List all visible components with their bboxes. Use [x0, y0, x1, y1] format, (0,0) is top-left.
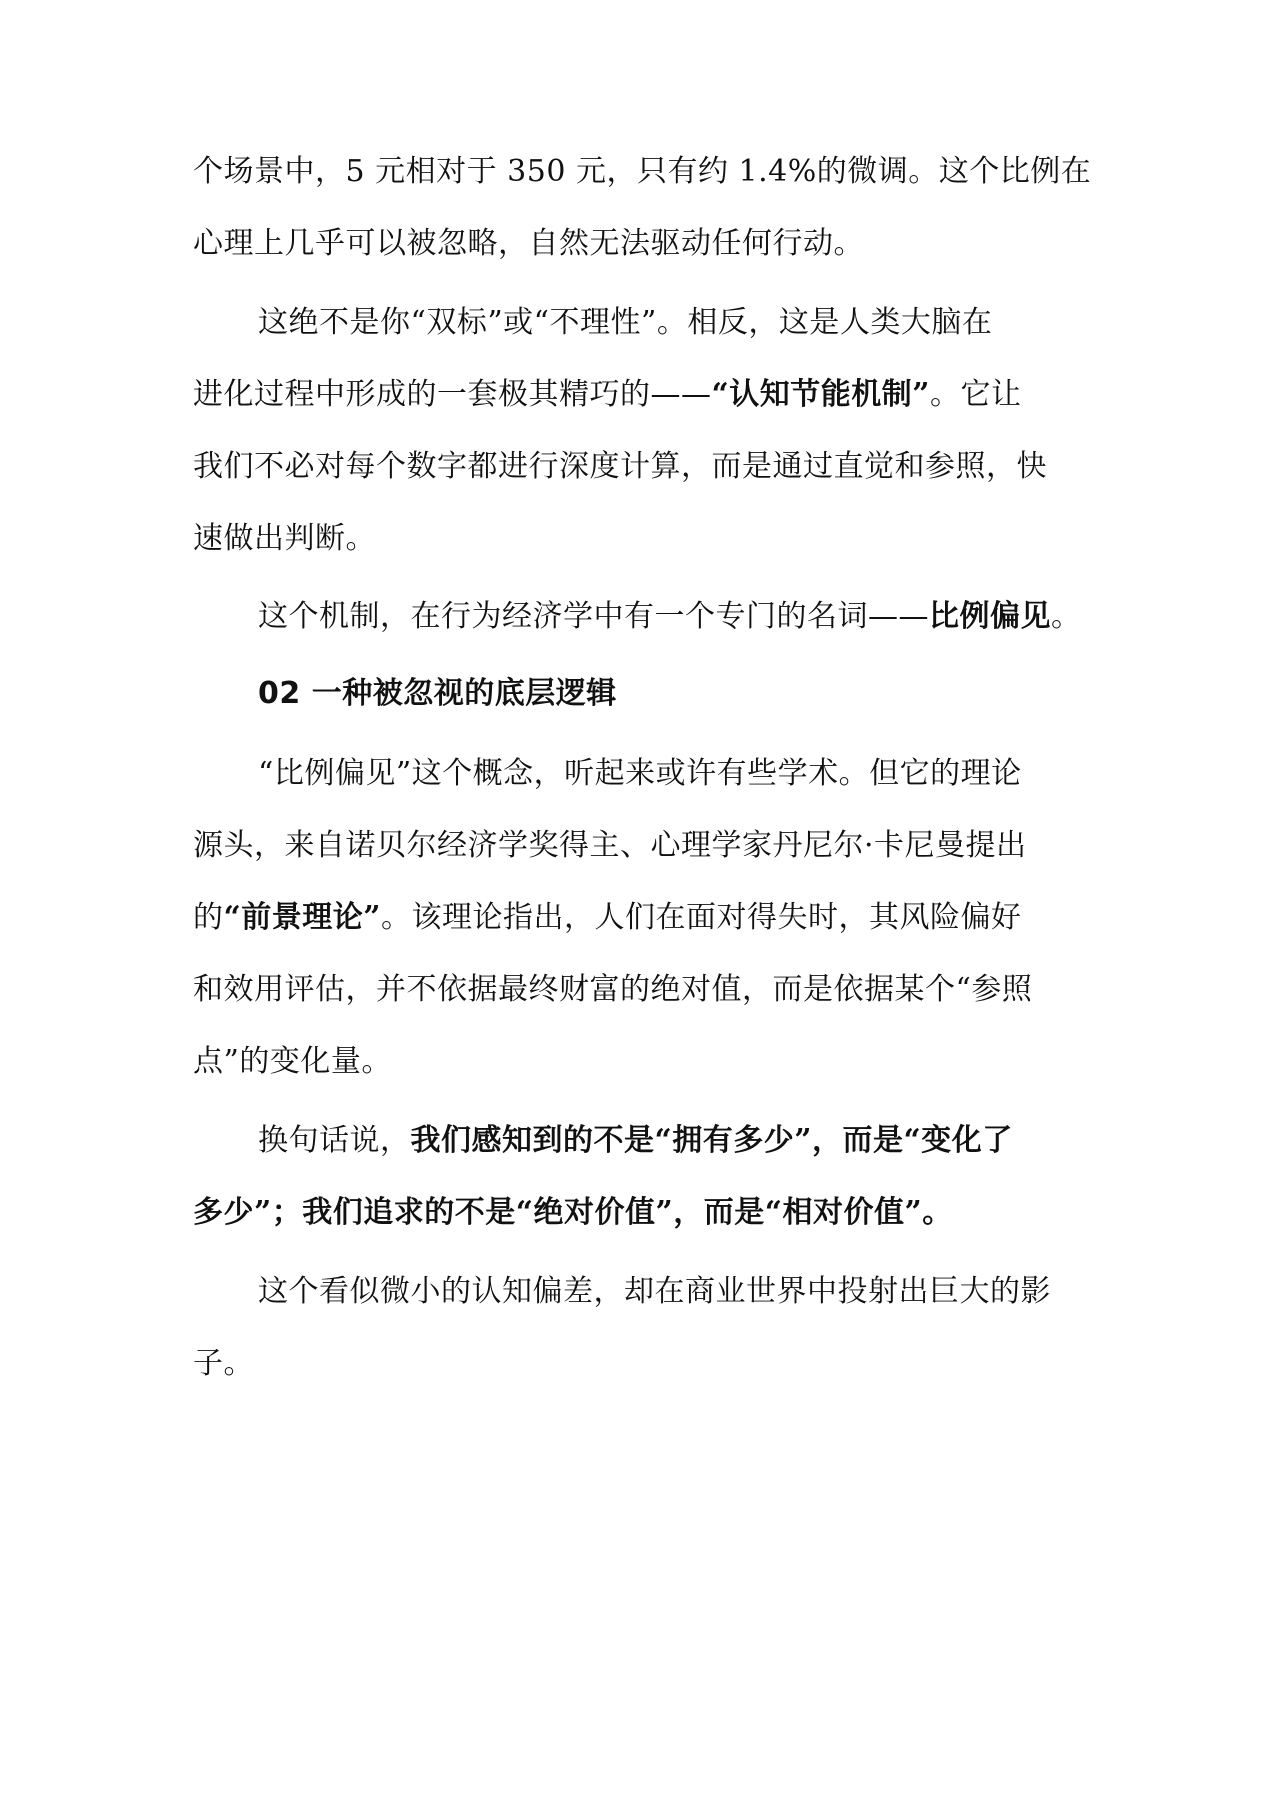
paragraph-first-line — [258, 1119, 1158, 1163]
text-segment: 。该理论指出，人们在面对得失时，其风险偏好 — [381, 900, 1022, 935]
text-segment: 这个看似微小的认知偏差，却在商业世界中投射出巨大的影 — [258, 1274, 1051, 1309]
text-line — [193, 968, 1093, 1012]
text-line — [193, 445, 1093, 489]
paragraph-first-line — [258, 301, 1158, 345]
text-segment: 这绝不是你“双标”或“不理性”。相反，这是人类大脑在 — [258, 305, 993, 340]
text-line — [193, 150, 1093, 194]
text-segment: 点”的变化量。 — [193, 1044, 392, 1079]
text-line — [193, 517, 1093, 561]
bold-text: “前景理论” — [223, 900, 382, 935]
text-segment: 个场景中，5 元相对于 350 元，只有约 1.4%的微调。这个比例在 — [193, 154, 1092, 189]
bold-text: 我们感知到的不是“拥有多少”，而是“变化了 — [410, 1123, 1013, 1158]
bold-text: 02 一种被忽视的底层逻辑 — [258, 676, 617, 711]
paragraph-first-line — [258, 595, 1158, 639]
bold-text: “认知节能机制” — [711, 377, 931, 412]
text-segment: 这个机制，在行为经济学中有一个专门的名词—— — [258, 599, 929, 634]
text-segment: 的 — [193, 900, 224, 935]
section-heading — [258, 672, 1158, 716]
text-segment: 速做出判断。 — [193, 521, 376, 556]
text-line — [193, 824, 1093, 868]
text-line — [193, 1191, 1093, 1235]
text-segment: 心理上几乎可以被忽略，自然无法驱动任何行动。 — [193, 226, 864, 261]
text-segment: “比例偏见”这个概念，听起来或许有些学术。但它的理论 — [258, 756, 1022, 791]
bold-text: 多少”；我们追求的不是“绝对价值”，而是“相对价值”。 — [193, 1195, 953, 1230]
text-line — [193, 1040, 1093, 1084]
text-segment: 进化过程中形成的一套极其精巧的—— — [193, 377, 712, 412]
text-segment: 我们不必对每个数字都进行深度计算，而是通过直觉和参照，快 — [193, 449, 1047, 484]
text-segment: 源头，来自诺贝尔经济学奖得主、心理学家丹尼尔·卡尼曼提出 — [193, 828, 1027, 863]
text-line — [193, 222, 1093, 266]
text-segment: 。它让 — [930, 377, 1022, 412]
paragraph-first-line — [258, 1270, 1158, 1314]
text-line — [193, 373, 1093, 417]
text-line — [193, 896, 1093, 940]
text-segment: 。 — [1051, 599, 1082, 634]
paragraph-first-line — [258, 752, 1158, 796]
text-segment: 换句话说， — [258, 1123, 411, 1158]
bold-text: 比例偏见 — [929, 599, 1051, 634]
text-line — [193, 1342, 1093, 1386]
text-segment: 子。 — [193, 1346, 254, 1381]
text-segment: 和效用评估，并不依据最终财富的绝对值，而是依据某个“参照 — [193, 972, 1033, 1007]
